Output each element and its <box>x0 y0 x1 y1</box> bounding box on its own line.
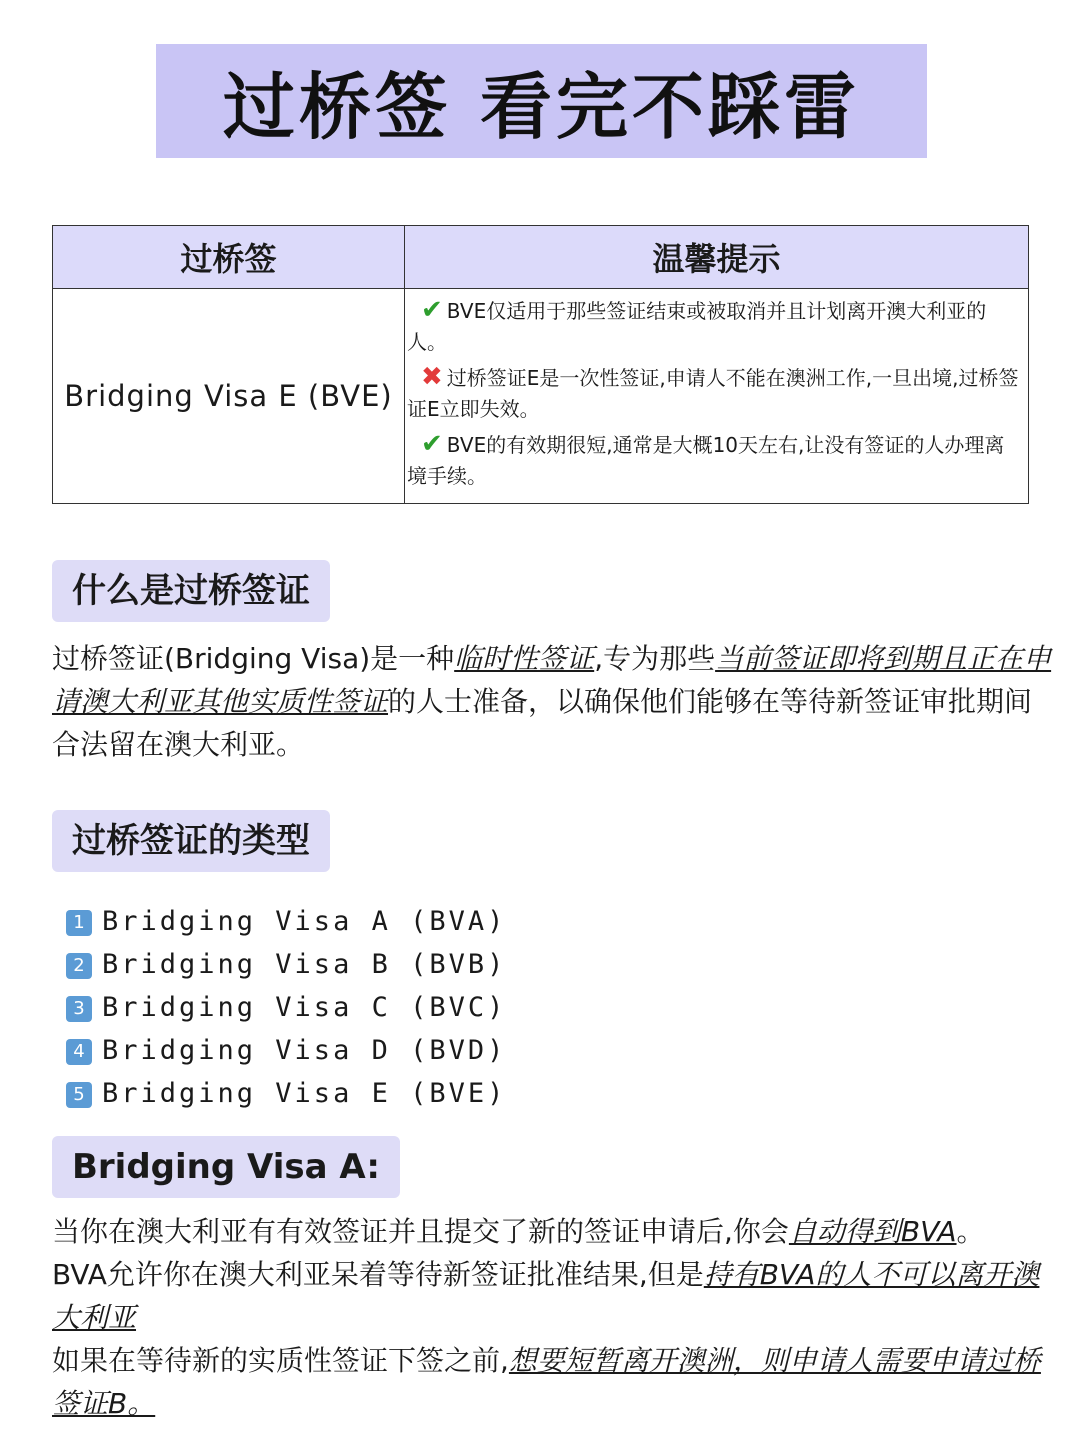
number-3-icon: 3 <box>66 996 92 1022</box>
text-run: 如果在等待新的实质性签证下签之前, <box>52 1344 509 1377</box>
section-heading-what: 什么是过桥签证 <box>52 560 330 622</box>
text-run: BVA允许你在澳大利亚呆着等待新签证批准结果,但是 <box>52 1258 704 1291</box>
text-run: ,专为那些 <box>594 642 716 675</box>
emphasis-run: 当前签证即将到期且正在申请澳大利亚其他实质性签证 <box>52 642 1052 718</box>
list-item-label: Bridging Visa C (BVC) <box>102 992 507 1023</box>
bva-line-1 <box>52 1210 1064 1253</box>
emphasis-run: 临时性签证 <box>454 642 595 675</box>
list-item <box>66 986 506 1029</box>
visa-info-table <box>52 225 1029 504</box>
visa-type-list <box>66 900 506 1115</box>
number-2-icon: 2 <box>66 953 92 979</box>
table-header-visa: 过桥签 <box>53 226 405 289</box>
paragraph-what <box>52 637 1052 766</box>
emphasis-run: 想要短暂离开澳洲，则申请人需要申请过桥签证B。 <box>52 1344 1041 1420</box>
paragraph-bva <box>52 1210 1064 1425</box>
list-item-label: Bridging Visa B (BVB) <box>102 949 507 980</box>
list-item <box>66 900 506 943</box>
list-item <box>66 1029 506 1072</box>
tip-item <box>407 429 1020 492</box>
list-item-label: Bridging Visa D (BVD) <box>102 1035 507 1066</box>
tip-item <box>407 362 1020 425</box>
text-run: 。 <box>956 1215 985 1248</box>
table-row <box>53 289 1029 504</box>
check-icon: ✔ <box>421 429 443 459</box>
cross-icon: ✖ <box>421 362 443 392</box>
number-5-icon: 5 <box>66 1082 92 1108</box>
title-banner <box>156 44 927 158</box>
table-header-row <box>53 226 1029 289</box>
table-header-tips: 温馨提示 <box>405 226 1029 289</box>
section-heading-types: 过桥签证的类型 <box>52 810 330 872</box>
list-item-label: Bridging Visa A (BVA) <box>102 906 507 937</box>
text-run: 的人士准备，以确保他们能够在等待新签证审批期间合法留在澳大利亚。 <box>52 685 1033 761</box>
emphasis-run: 自动得到BVA <box>788 1215 957 1248</box>
emphasis-run: 持有BVA的人不可以离开澳大利亚 <box>52 1258 1040 1334</box>
section-heading-bva: Bridging Visa A: <box>52 1136 400 1198</box>
tip-text: BVE仅适用于那些签证结束或被取消并且计划离开澳大利亚的人。 <box>407 299 987 354</box>
check-icon: ✔ <box>421 295 443 325</box>
number-1-icon: 1 <box>66 910 92 936</box>
text-run: 当你在澳大利亚有有效签证并且提交了新的签证申请后,你会 <box>52 1215 789 1248</box>
list-item <box>66 1072 506 1115</box>
list-item-label: Bridging Visa E (BVE) <box>102 1078 507 1109</box>
visa-name-cell: Bridging Visa E (BVE) <box>53 289 405 504</box>
tip-item <box>407 295 1020 358</box>
text-run: 过桥签证(Bridging Visa)是一种 <box>52 642 455 675</box>
bva-line-2 <box>52 1253 1064 1339</box>
page-title: 过桥签 看完不踩雷 <box>222 65 861 149</box>
tip-text: BVE的有效期很短,通常是大概10天左右,让没有签证的人办理离境手续。 <box>407 433 1005 488</box>
list-item <box>66 943 506 986</box>
tips-cell <box>405 289 1029 504</box>
number-4-icon: 4 <box>66 1039 92 1065</box>
tip-text: 过桥签证E是一次性签证,申请人不能在澳洲工作,一旦出境,过桥签证E立即失效。 <box>407 366 1019 421</box>
bva-line-3 <box>52 1339 1064 1425</box>
